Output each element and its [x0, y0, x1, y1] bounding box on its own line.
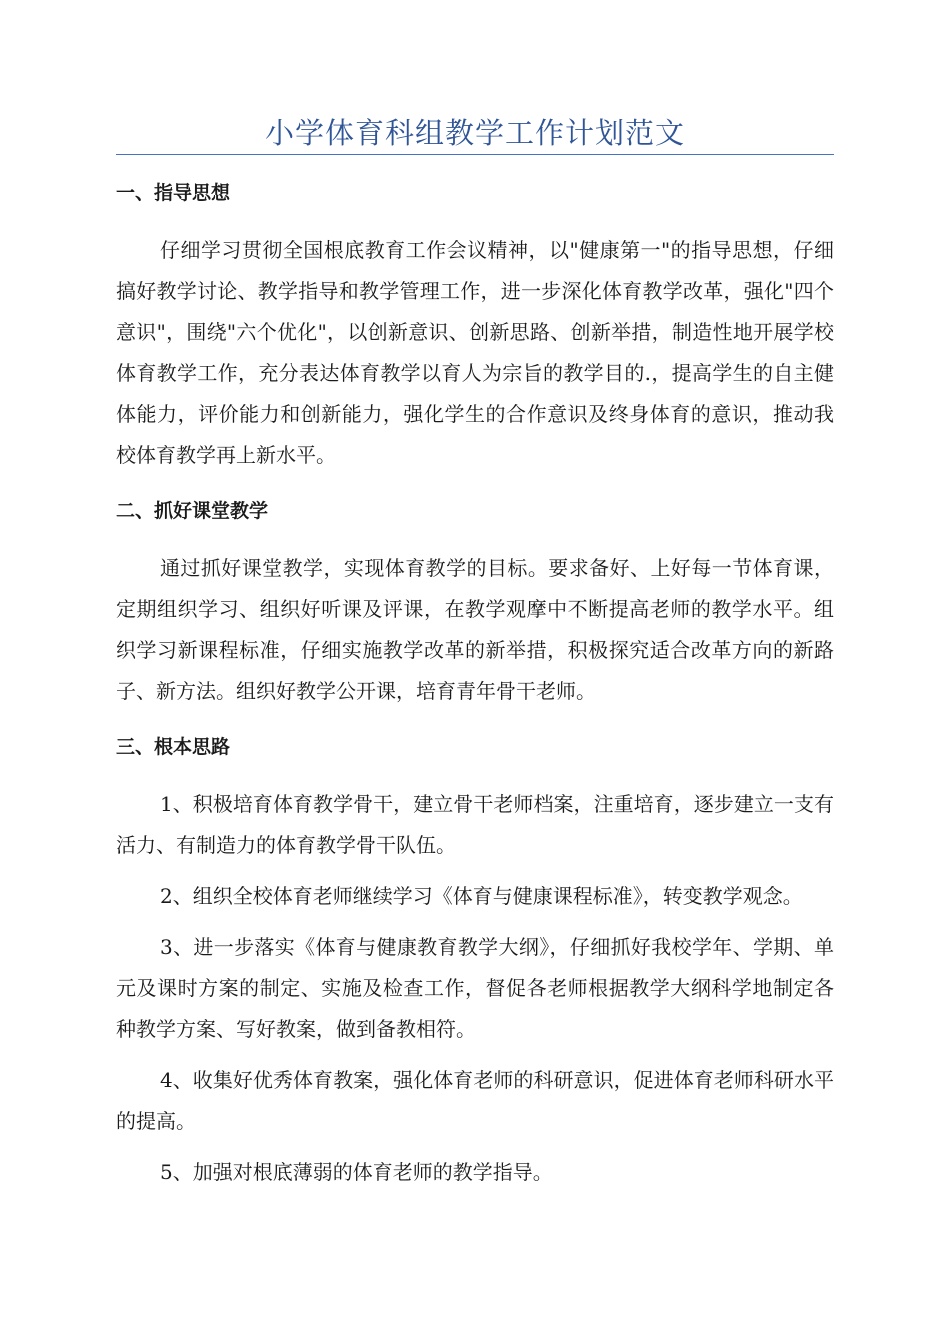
list-item: 5、加强对根底薄弱的体育老师的教学指导。: [160, 1160, 553, 1184]
list-item: 2、组织全校体育老师继续学习《体育与健康课程标准》，转变教学观念。: [160, 884, 803, 908]
document-title: 小学体育科组教学工作计划范文: [264, 116, 685, 150]
section-heading: 一、指导思想: [116, 182, 231, 204]
section-classroom-teaching: [116, 490, 834, 712]
section-heading: 二、抓好课堂教学: [116, 500, 269, 522]
section-heading: 三、根本思路: [116, 736, 231, 758]
section-basic-approach: [116, 726, 834, 1193]
list-item: 1、积极培育体育教学骨干，建立骨干老师档案，注重培育，逐步建立一支有活力、有制造力的体育教学骨干队伍。: [116, 792, 834, 857]
list-item: 3、进一步落实《体育与健康教育教学大纲》，仔细抓好我校学年、学期、单元及课时方案的制定、实施及检查工作，督促各老师根据教学大纲科学地制定各种教学方案、写好教案，做到备教相符。: [116, 935, 834, 1041]
document-body: [116, 172, 834, 1193]
list-item: 4、收集好优秀体育教案，强化体育老师的科研意识，促进体育老师科研水平的提高。: [116, 1068, 834, 1133]
title-underline: [116, 154, 834, 155]
section-paragraph: 仔细学习贯彻全国根底教育工作会议精神，以"健康第一"的指导思想，仔细搞好教学讨论、教学指导和教学管理工作，进一步深化体育教学改革，强化"四个意识"，围绕"六个优化"，以创新意识、创新思路、创新举措，制造性地开展学校体育教学工作，充分表达体育教学以育人为宗旨的教学目的.，提高学生的自主健体能力，评价能力和创新能力，强化学生的合作意识及终身体育的意识，推动我校体育教学再上新水平。: [116, 238, 834, 467]
section-paragraph: 通过抓好课堂教学，实现体育教学的目标。要求备好、上好每一节体育课，定期组织学习、组织好听课及评课，在教学观摩中不断提高老师的教学水平。组织学习新课程标准，仔细实施教学改革的新举措，积极探究适合改革方向的新路子、新方法。组织好教学公开课，培育青年骨干老师。: [116, 556, 834, 703]
section-guiding-ideology: [116, 172, 834, 476]
